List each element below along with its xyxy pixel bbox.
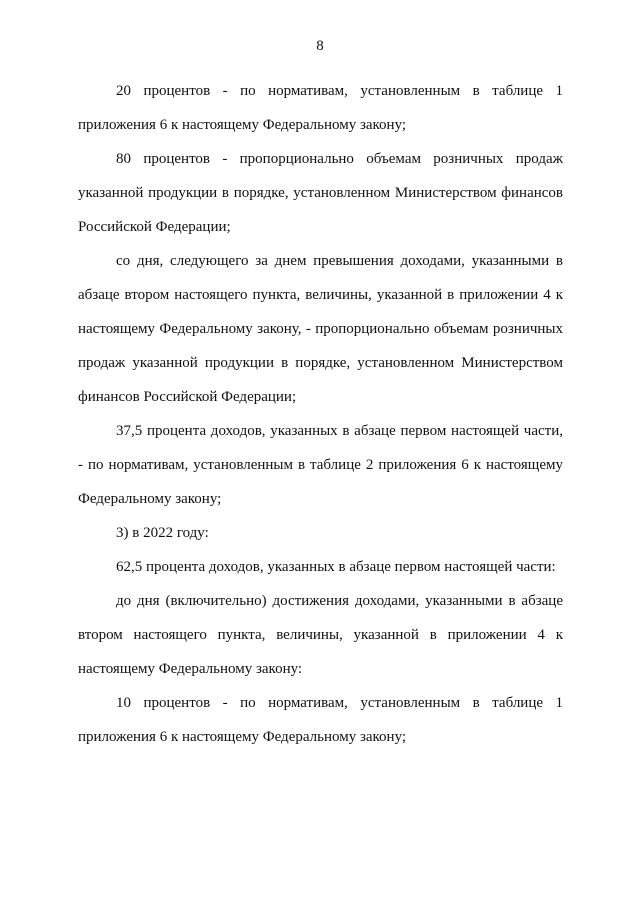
document-body bbox=[78, 74, 563, 754]
paragraph: со дня, следующего за днем превышения доходами, указанными в абзаце втором настоящего пункта, величины, указанной в приложении 4 к настоящему Федеральному закону, - пропорционально объемам розничных продаж указанной продукции в порядке, установленном Министерством финансов Российской Федерации; bbox=[78, 253, 563, 405]
paragraph: 3) в 2022 году: bbox=[116, 525, 209, 541]
paragraph: 20 процентов - по нормативам, установленным в таблице 1 приложения 6 к настоящему Федеральному закону; bbox=[78, 83, 563, 133]
paragraph: до дня (включительно) достижения доходами, указанными в абзаце втором настоящего пункта, величины, указанной в приложении 4 к настоящему Федеральному закону: bbox=[78, 593, 563, 677]
paragraph: 62,5 процента доходов, указанных в абзаце первом настоящей части: bbox=[116, 559, 556, 575]
paragraph: 37,5 процента доходов, указанных в абзаце первом настоящей части, - по нормативам, установленным в таблице 2 приложения 6 к настоящему Федеральному закону; bbox=[78, 423, 563, 507]
page-number: 8 bbox=[316, 38, 324, 54]
paragraph: 10 процентов - по нормативам, установленным в таблице 1 приложения 6 к настоящему Федеральному закону; bbox=[78, 695, 563, 745]
paragraph: 80 процентов - пропорционально объемам розничных продаж указанной продукции в порядке, установленном Министерством финансов Российской Федерации; bbox=[78, 151, 563, 235]
